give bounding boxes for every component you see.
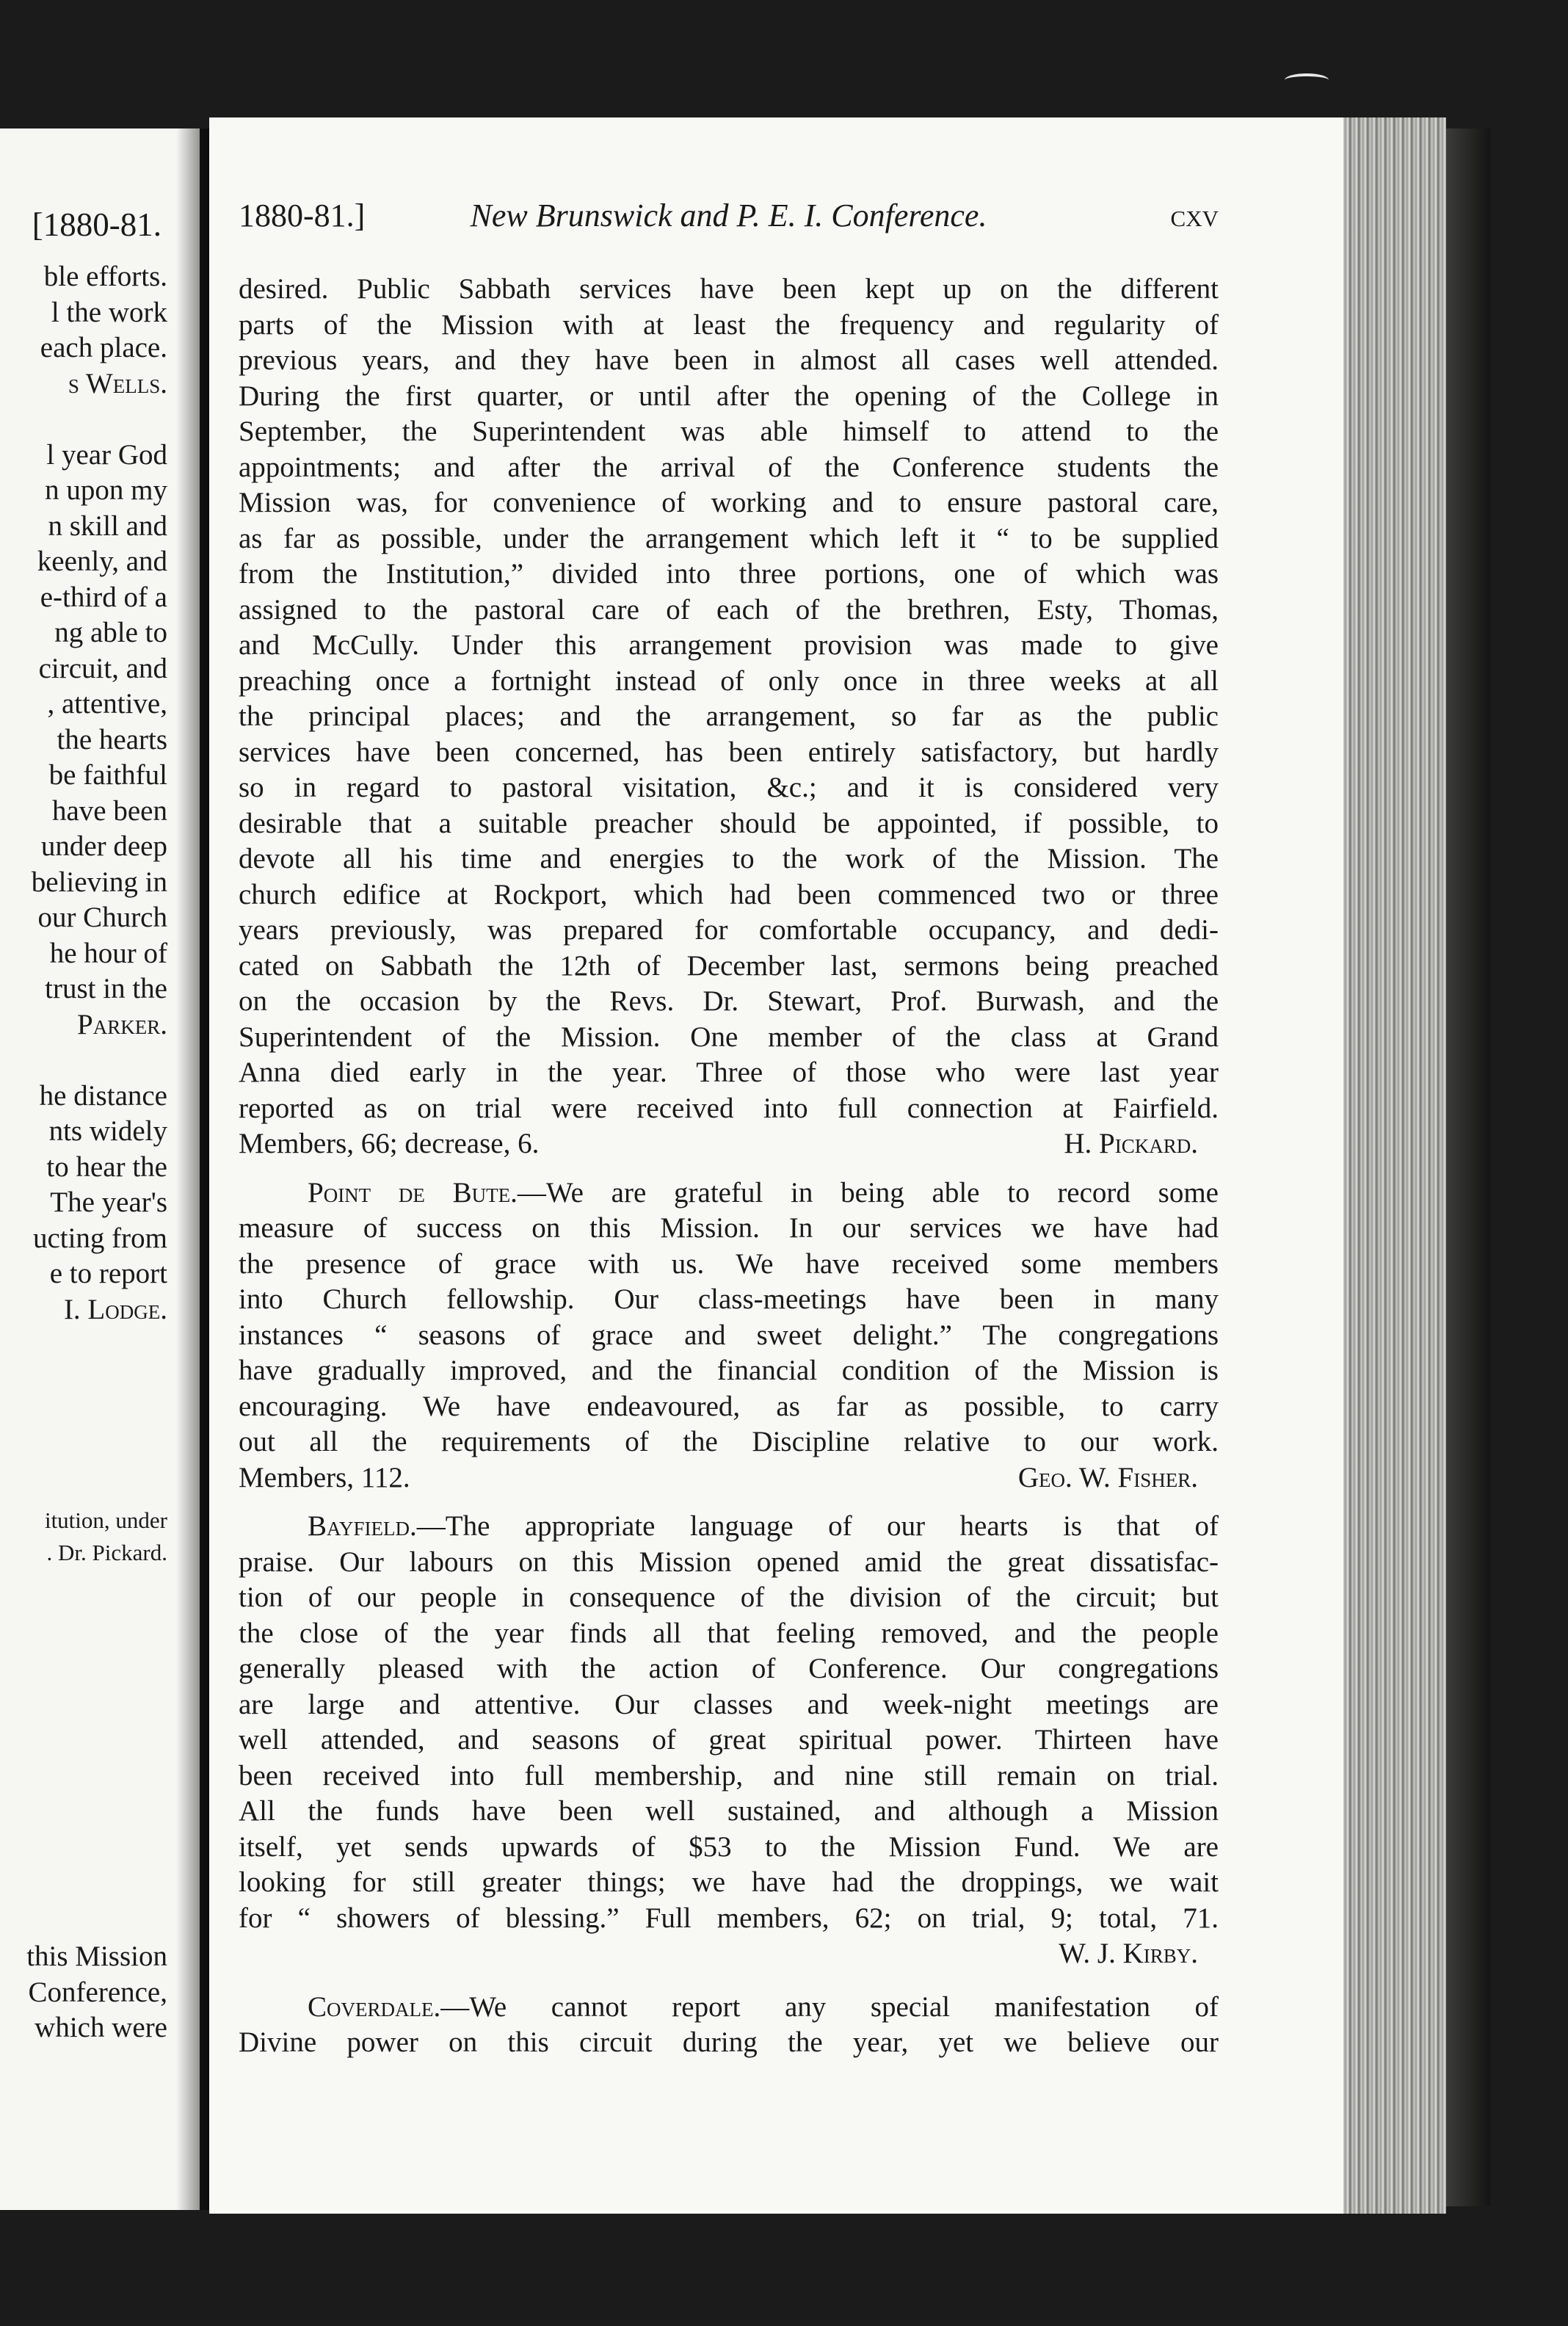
text-line: All the funds have been well sustained, and although a Mission — [239, 1795, 1219, 1827]
text-line: parts of the Mission with at least the frequency and regularity of — [239, 308, 1219, 341]
left-text-line: The year's — [50, 1186, 167, 1218]
left-text-line: he distance — [39, 1079, 167, 1112]
text-line: looking for still greater things; we have had the droppings, we wait — [239, 1866, 1219, 1898]
point-de-bute-heading: Point de Bute. — [308, 1176, 518, 1209]
left-text-line: this Mission — [26, 1941, 167, 1972]
text-line: encouraging. We have endeavoured, as far as possible, to carry — [239, 1390, 1219, 1422]
coverdale-heading: Coverdale. — [308, 1990, 441, 2023]
left-small-line: . Dr. Pickard. — [46, 1540, 167, 1565]
left-text-line: the hearts — [57, 723, 167, 756]
coverdale-first-text: —We cannot report any special manifestation of — [440, 1990, 1219, 2023]
point-de-bute-members: Members, 112. — [239, 1461, 410, 1493]
text-line: Divine power on this circuit during the year, yet we believe our — [239, 2026, 1219, 2058]
left-text-line: under deep — [40, 830, 167, 862]
point-de-bute-report — [239, 1211, 1219, 1460]
left-text-line: our Church — [37, 902, 167, 933]
left-facing-page — [0, 128, 200, 2210]
left-text-line: trust in the — [45, 973, 167, 1004]
text-line: tion of our people in consequence of the division of the circuit; but — [239, 1582, 1219, 1613]
text-line: been received into full membership, and nine still remain on trial. — [239, 1759, 1219, 1791]
text-line: cated on Sabbath the 12th of December last, sermons being preached — [239, 949, 1219, 982]
point-de-bute-first-text: —We are grateful in being able to record some — [517, 1176, 1219, 1209]
header-title: New Brunswick and P. E. I. Conference. — [470, 198, 987, 233]
pickard-signature: H. Pickard. — [1064, 1128, 1198, 1159]
pickard-final-line — [239, 1126, 1219, 1162]
left-text-line: Parker. — [77, 1008, 167, 1040]
text-line: desirable that a suitable preacher should be appointed, if possible, to — [239, 807, 1219, 839]
pickard-members: Members, 66; decrease, 6. — [239, 1128, 540, 1159]
text-line: measure of success on this Mission. In our services we have had — [239, 1212, 1219, 1244]
left-text-line: Conference, — [28, 1976, 167, 2008]
text-line: church edifice at Rockport, which had been commenced two or three — [239, 878, 1219, 910]
text-line: assigned to the pastoral care of each of the brethren, Esty, Thomas, — [239, 593, 1219, 626]
point-de-bute-signature: Geo. W. Fisher. — [1017, 1461, 1198, 1493]
left-text-line: l the work — [51, 296, 167, 328]
text-line: as far as possible, under the arrangement which left it “ to be supplied — [239, 522, 1219, 554]
left-text-line: believing in — [31, 866, 167, 898]
left-text-line: have been — [52, 794, 167, 827]
text-line: desired. Public Sabbath services have been kept up on the different — [239, 273, 1219, 305]
left-text-line: ng able to — [54, 617, 167, 648]
text-line: appointments; and after the arrival of the Conference students the — [239, 451, 1219, 483]
left-text-line: he hour of — [49, 937, 167, 969]
gutter-shadow — [176, 128, 209, 2210]
point-de-bute-first-line — [239, 1175, 1219, 1211]
left-text-line: s Wells. — [68, 367, 167, 399]
scan-artifact — [1285, 73, 1329, 87]
left-text-line: nts widely — [48, 1115, 167, 1147]
left-text-line: be faithful — [48, 759, 167, 791]
bayfield-first-line — [239, 1509, 1219, 1545]
book-edge — [1446, 128, 1490, 2206]
text-line: so in regard to pastoral visitation, &c.; and it is considered very — [239, 772, 1219, 803]
left-text-line: n upon my — [45, 474, 167, 506]
text-line: itself, yet sends upwards of $53 to the Mission Fund. We are — [239, 1830, 1219, 1863]
text-line: years previously, was prepared for comfortable occupancy, and dedi- — [239, 914, 1219, 946]
text-line: During the first quarter, or until after the opening of the College in — [239, 380, 1219, 412]
point-de-bute-final-line — [239, 1460, 1219, 1496]
text-line: devote all his time and energies to the work of the Mission. The — [239, 843, 1219, 874]
text-line: for “ showers of blessing.” Full members, 62; on trial, 9; total, 71. — [239, 1902, 1219, 1934]
text-line: and McCully. Under this arrangement provision was made to give — [239, 629, 1219, 661]
text-line: instances “ seasons of grace and sweet delight.” The congregations — [239, 1319, 1219, 1351]
text-line: have gradually improved, and the financial condition of the Mission is — [239, 1355, 1219, 1386]
text-line: the principal places; and the arrangement, so far as the public — [239, 700, 1219, 732]
text-line: from the Institution,” divided into three portions, one of which was — [239, 558, 1219, 590]
text-line: out all the requirements of the Discipline relative to our work. — [239, 1426, 1219, 1457]
page-edges — [1343, 117, 1446, 2214]
left-text-line: to hear the — [46, 1151, 167, 1183]
text-line: into Church fellowship. Our class-meetings have been in many — [239, 1283, 1219, 1315]
left-text-line: e-third of a — [40, 581, 167, 613]
left-text-line: I. Lodge. — [63, 1293, 167, 1325]
coverdale-first-line — [239, 1990, 1219, 2026]
text-line: services have been concerned, has been entirely satisfactory, but hardly — [239, 736, 1219, 768]
left-text-line: keenly, and — [37, 546, 167, 577]
bayfield-signature: W. J. Kirby. — [1059, 1938, 1198, 1969]
left-text-line: , attentive, — [47, 688, 167, 720]
header-year: 1880-81.] — [239, 198, 366, 233]
bayfield-first-text: —The appropriate language of our hearts is that of — [416, 1510, 1219, 1542]
text-line: September, the Superintendent was able himself to attend to the — [239, 416, 1219, 447]
left-text-line: which were — [35, 2012, 167, 2043]
text-line: reported as on trial were received into full connection at Fairfield. — [239, 1092, 1219, 1124]
running-head — [239, 197, 1219, 241]
left-text-line: e to report — [49, 1258, 167, 1289]
text-line: are large and attentive. Our classes and week-night meetings are — [239, 1688, 1219, 1720]
text-line: preaching once a fortnight instead of only once in three weeks at all — [239, 664, 1219, 697]
left-text-line: each place. — [40, 332, 167, 363]
text-line: Anna died early in the year. Three of those who were last year — [239, 1057, 1219, 1088]
text-line: previous years, and they have been in almost all cases well attended. — [239, 344, 1219, 376]
left-text-line: ucting from — [32, 1222, 167, 1254]
text-line: the close of the year finds all that feeling removed, and the people — [239, 1617, 1219, 1649]
text-line: generally pleased with the action of Conference. Our congregations — [239, 1653, 1219, 1684]
page-number: cxv — [1170, 198, 1219, 233]
left-page-header: [1880-81. — [32, 206, 161, 243]
text-line: the presence of grace with us. We have received some members — [239, 1247, 1219, 1280]
text-line: Superintendent of the Mission. One member of the class at Grand — [239, 1021, 1219, 1053]
left-text-line: circuit, and — [38, 652, 167, 684]
text-line: well attended, and seasons of great spiritual power. Thirteen have — [239, 1724, 1219, 1756]
left-small-line: itution, under — [44, 1507, 167, 1533]
text-line: praise. Our labours on this Mission opened amid the great dissatisfac- — [239, 1546, 1219, 1578]
left-text-line: n skill and — [48, 510, 167, 542]
text-line: on the occasion by the Revs. Dr. Stewart, Prof. Burwash, and the — [239, 985, 1219, 1017]
coverdale-report — [239, 2025, 1219, 2061]
bayfield-report — [239, 1545, 1219, 1937]
left-text-line: l year God — [46, 438, 167, 471]
text-line: Mission was, for convenience of working and to ensure pastoral care, — [239, 487, 1219, 518]
page-body — [239, 272, 1219, 2061]
left-text-line: ble efforts. — [43, 261, 167, 292]
pickard-report — [239, 272, 1219, 1126]
bayfield-heading: Bayfield. — [308, 1510, 417, 1542]
